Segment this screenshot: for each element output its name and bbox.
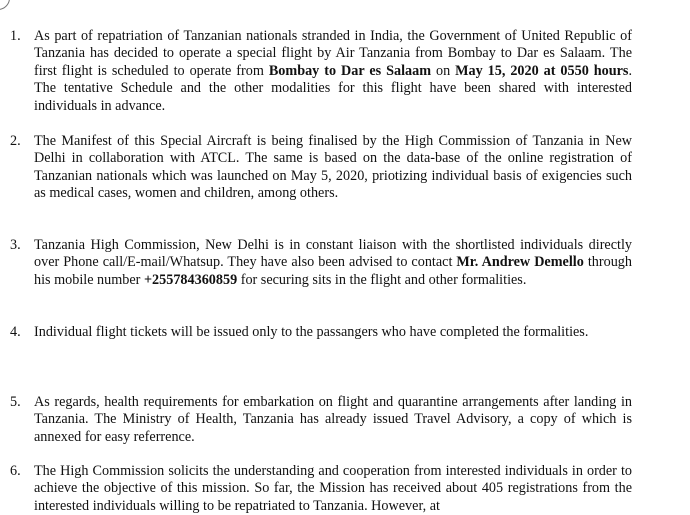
- item-number: 3.: [10, 237, 21, 253]
- text-run: The Manifest of this Special Aircraft is being finalised by the High Commission of Tanzania in New Delhi in collaboration with ATCL. The same is based on the data-base of the online registration of Tanzanian nationals which was launched on May 5, 2020, priotizing individual basis of exigencies such as medical cases, women and children, among others.: [34, 133, 632, 202]
- text-run: Tanzania High Commission, New Delhi is in constant liaison with the shortlisted individuals directly over Phone call/E-mail/Whatsup. They have also been advised to contact: [34, 237, 632, 271]
- bold-text: May 15, 2020 at 0550 hours: [455, 62, 629, 79]
- item-text: [34, 237, 632, 289]
- text-run: As regards, health requirements for embarkation on flight and quarantine arrangements after landing in Tanzania. The Ministry of Health, Tanzania has already issued Travel Advisory, a copy of which is annexed for easy referrence.: [34, 394, 632, 445]
- item-text: [34, 28, 632, 115]
- item-number: 2.: [10, 133, 21, 149]
- text-run: Individual flight tickets will be issued only to the passangers who have completed the formalities.: [34, 324, 589, 340]
- corner-mark: [0, 0, 10, 10]
- item-number: 1.: [10, 28, 21, 44]
- item-text: [34, 133, 632, 203]
- text-run: As part of repatriation of Tanzanian nationals stranded in India, the Government of United Republic of Tanzania has decided to operate a special flight by Air Tanzania from Bombay to Dar es Salaam. The first flight is scheduled to operate from: [34, 28, 632, 79]
- item-number: 4.: [10, 324, 21, 340]
- text-run: . The tentative Schedule and the other modalities for this flight have been shared with interested individuals in advance.: [34, 62, 633, 114]
- item-text: [34, 463, 632, 515]
- bold-text: Bombay to Dar es Salaam: [268, 62, 432, 79]
- text-run: through his mobile number: [34, 254, 632, 288]
- text-run: for securing sits in the flight and other formalities.: [237, 271, 527, 288]
- item-text: [34, 394, 632, 446]
- item-text: [34, 324, 632, 341]
- item-number: 5.: [10, 394, 21, 410]
- text-run: on: [431, 62, 456, 79]
- text-run: The High Commission solicits the understanding and cooperation from interested individuals in order to achieve the objective of this mission. So far, the Mission has received about 405 registrations from the interested individuals willing to be repatriated to Tanzania. However, at: [34, 463, 632, 514]
- bold-text: +255784360859: [143, 271, 238, 288]
- item-number: 6.: [10, 463, 21, 479]
- bold-text: Mr. Andrew Demello: [456, 254, 584, 271]
